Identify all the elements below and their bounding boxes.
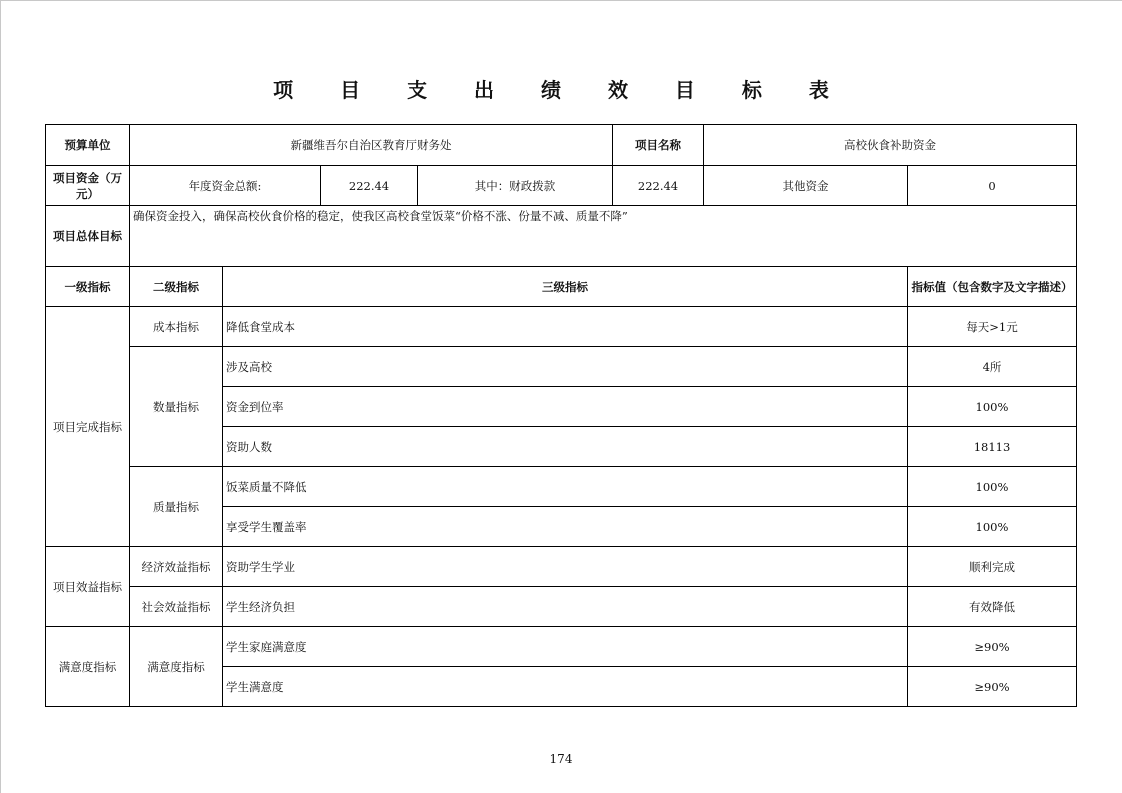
quality-indicator-label: 质量指标 [130,467,223,547]
table-row [46,627,1077,667]
indicator-value: ≥90% [908,667,1077,707]
page-border-left [0,0,1,793]
indicator-value: ≥90% [908,627,1077,667]
indicator-value: 18113 [908,427,1077,467]
page-number: 174 [549,752,573,766]
indicator-name: 享受学生覆盖率 [223,507,908,547]
indicator-value: 每天>1元 [908,307,1077,347]
overall-goal-label: 项目总体目标 [46,206,130,267]
indicator-name: 学生家庭满意度 [223,627,908,667]
indicator-value: 顺利完成 [908,547,1077,587]
indicator-value: 100% [908,467,1077,507]
satisfaction-sub-indicator-label: 满意度指标 [130,627,223,707]
goal-row [46,206,1077,267]
project-funds-label: 项目资金（万元） [46,166,130,206]
budget-unit-label: 预算单位 [46,125,130,166]
quantity-indicator-label: 数量指标 [130,347,223,467]
page-border-top [0,0,1122,1]
fiscal-allocation-label: 其中：财政拨款 [418,166,613,206]
overall-goal-text: 确保资金投入，确保高校伙食价格的稳定，使我区高校食堂饭菜“价格不涨、份量不减、质量不降” [130,206,1077,267]
annual-total-label: 年度资金总额: [130,166,321,206]
economic-indicator-label: 经济效益指标 [130,547,223,587]
budget-unit-value: 新疆维吾尔自治区教育厅财务处 [130,125,613,166]
indicator-name: 降低食堂成本 [223,307,908,347]
project-name-label: 项目名称 [613,125,704,166]
table-row [46,467,1077,507]
indicator-name: 资助人数 [223,427,908,467]
table-row [46,587,1077,627]
benefit-indicator-label: 项目效益指标 [46,547,130,627]
indicator-name: 资助学生学业 [223,547,908,587]
indicator-name: 资金到位率 [223,387,908,427]
header-row [46,125,1077,166]
col-level2-header: 二级指标 [130,267,223,307]
project-name-value: 高校伙食补助资金 [704,125,1077,166]
other-funds-label: 其他资金 [704,166,908,206]
indicator-name: 饭菜质量不降低 [223,467,908,507]
social-indicator-label: 社会效益指标 [130,587,223,627]
col-value-header: 指标值（包含数字及文字描述） [908,267,1077,307]
col-level3-header: 三级指标 [223,267,908,307]
other-funds-value: 0 [908,166,1077,206]
cost-indicator-label: 成本指标 [130,307,223,347]
annual-total-value: 222.44 [321,166,418,206]
page-title: 项 目 支 出 绩 效 目 标 表 [273,78,849,102]
indicator-name: 涉及高校 [223,347,908,387]
indicator-name: 学生经济负担 [223,587,908,627]
col-level1-header: 一级指标 [46,267,130,307]
table-row [46,307,1077,347]
indicator-name: 学生满意度 [223,667,908,707]
completion-indicator-label: 项目完成指标 [46,307,130,547]
indicator-value: 有效降低 [908,587,1077,627]
column-header-row [46,267,1077,307]
fiscal-allocation-value: 222.44 [613,166,704,206]
indicator-value: 4所 [908,347,1077,387]
indicator-value: 100% [908,507,1077,547]
table-row [46,547,1077,587]
satisfaction-indicator-label: 满意度指标 [46,627,130,707]
indicator-value: 100% [908,387,1077,427]
performance-table [45,124,1077,707]
funds-row [46,166,1077,206]
table-row [46,347,1077,387]
